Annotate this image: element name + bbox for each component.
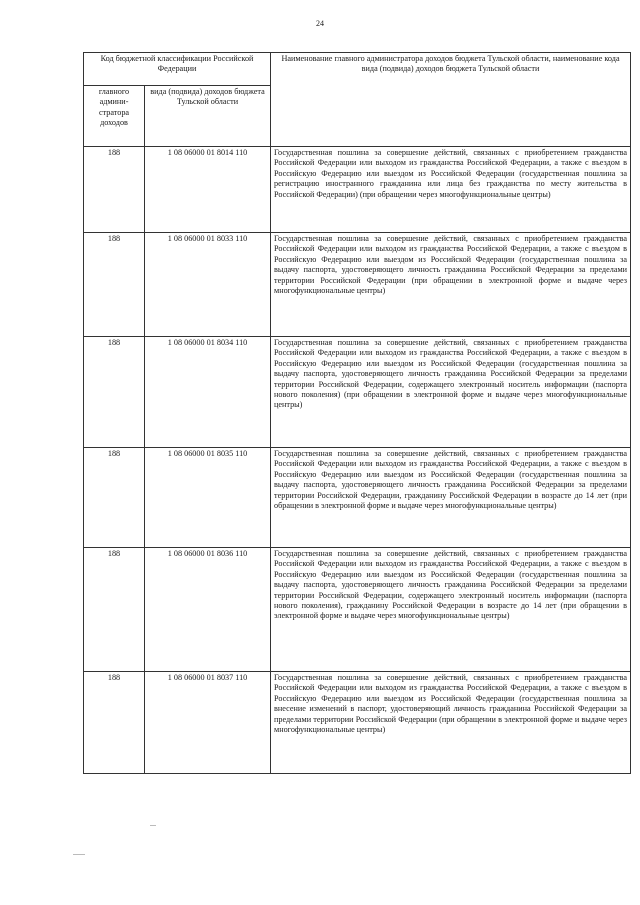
admin-code-cell: 188	[84, 548, 145, 672]
income-name-cell: Государственная пошлина за совершение действий, связанных с приобретением гражданства Российской Федерации или выходом из гражданства Российской Федерации, а также с въездом в Российскую Федерацию или выездом из Российской Федерации (государственная пошлина за выдачу паспорта, удостоверяющего личность гражданина Российской Федерации за пределами территории Российской Федерации, содержащего электронный носитель информации (паспорта нового поколения) (при обращении в электронной форме и выдаче через многофункциональные центры)	[271, 337, 631, 448]
table-row	[84, 672, 631, 774]
table-row	[84, 233, 631, 337]
income-name-cell: Государственная пошлина за совершение действий, связанных с приобретением гражданства Российской Федерации или выходом из гражданства Российской Федерации, а также с въездом в Российскую Федерацию или выездом из Российской Федерации (государственная пошлина за внесение изменений в паспорт, удостоверяющий личность гражданина Российской Федерации за пределами территории Российской Федерации (при обращении в электронной форме и выдаче через многофункциональные центры)	[271, 672, 631, 774]
table-row	[84, 548, 631, 672]
income-name-cell: Государственная пошлина за совершение действий, связанных с приобретением гражданства Российской Федерации или выходом из гражданства Российской Федерации, а также с въездом в Российскую Федерацию или выездом из Российской Федерации (государственная пошлина за регистрацию иностранного гражданина или лица без гражданства по месту жительства в Российской Федерации) (при обращении через многофункциональные центры)	[271, 147, 631, 233]
header-code: вида (подвида) доходов бюджета Тульской области	[145, 86, 271, 147]
income-code-cell: 1 08 06000 01 8035 110	[145, 448, 271, 548]
header-name: Наименование главного администратора доходов бюджета Тульской области, наименование кода вида (подвида) доходов бюджета Тульской области	[271, 53, 631, 147]
income-code-cell: 1 08 06000 01 8034 110	[145, 337, 271, 448]
admin-code-cell: 188	[84, 337, 145, 448]
admin-code-cell: 188	[84, 233, 145, 337]
income-code-cell: 1 08 06000 01 8033 110	[145, 233, 271, 337]
budget-classification-table	[83, 52, 631, 774]
income-code-cell: 1 08 06000 01 8037 110	[145, 672, 271, 774]
table-header-row	[84, 53, 631, 86]
header-admin: главного админи-стратора доходов	[84, 86, 145, 147]
table-row	[84, 147, 631, 233]
income-code-cell: 1 08 06000 01 8014 110	[145, 147, 271, 233]
income-name-cell: Государственная пошлина за совершение действий, связанных с приобретением гражданства Российской Федерации или выходом из гражданства Российской Федерации, а также с въездом в Российскую Федерацию или выездом из Российской Федерации (государственная пошлина за выдачу паспорта, удостоверяющего личность гражданина Российской Федерации за пределами территории Российской Федерации (при обращении в электронной форме и выдаче через многофункциональные центры)	[271, 233, 631, 337]
income-code-cell: 1 08 06000 01 8036 110	[145, 548, 271, 672]
admin-code-cell: 188	[84, 147, 145, 233]
scan-mark	[150, 825, 156, 826]
admin-code-cell: 188	[84, 448, 145, 548]
table-row	[84, 337, 631, 448]
table-row	[84, 448, 631, 548]
scan-mark	[73, 854, 85, 855]
income-name-cell: Государственная пошлина за совершение действий, связанных с приобретением гражданства Российской Федерации или выходом из гражданства Российской Федерации, а также с въездом в Российскую Федерацию или выездом из Российской Федерации (государственная пошлина за выдачу паспорта, удостоверяющего личность гражданина Российской Федерации за пределами территории Российской Федерации, гражданину Российской Федерации в возрасте до 14 лет (при обращении в электронной форме и выдаче через многофункциональные центры)	[271, 448, 631, 548]
page-number: 24	[316, 19, 324, 28]
income-name-cell: Государственная пошлина за совершение действий, связанных с приобретением гражданства Российской Федерации или выходом из гражданства Российской Федерации, а также с въездом в Российскую Федерацию или выездом из Российской Федерации (государственная пошлина за выдачу паспорта, удостоверяющего личность гражданина Российской Федерации за пределами территории Российской Федерации, содержащего электронный носитель информации (паспорта нового поколения), гражданину Российской Федерации в возрасте до 14 лет (при обращении в электронной форме и выдаче через многофункциональные центры)	[271, 548, 631, 672]
admin-code-cell: 188	[84, 672, 145, 774]
header-kbk: Код бюджетной классификации Российской Федерации	[84, 53, 271, 86]
